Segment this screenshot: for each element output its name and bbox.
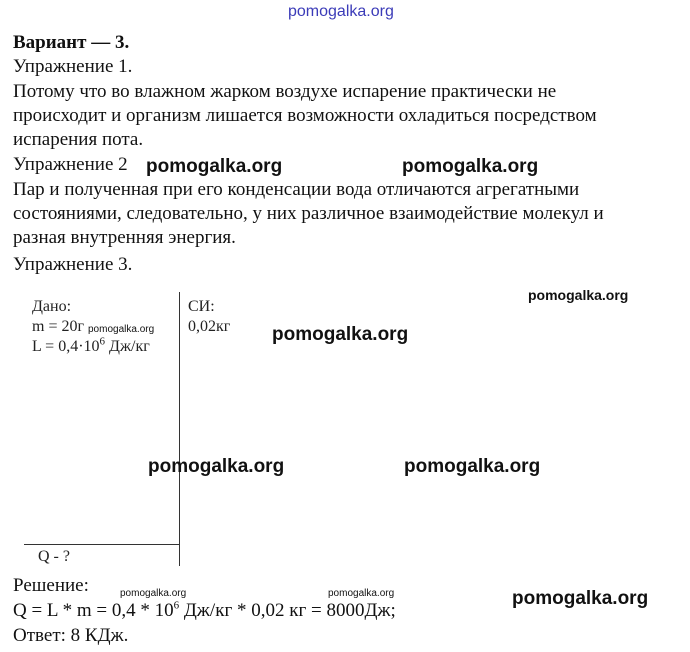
watermark-small-2: pomogalka.org [120,588,187,599]
given-mass: m = 20г [32,318,85,335]
watermark-7: pomogalka.org [512,588,649,609]
si-header: СИ: [188,298,215,315]
exercise-1-title: Упражнение 1. [13,56,133,77]
exercise-3-title: Упражнение 3. [13,254,133,275]
given-heat-base: L = 0,4·10 [32,338,100,355]
given-heat [32,336,150,357]
formula-exponent: 6 [173,599,180,612]
watermark-4: pomogalka.org [272,324,409,345]
formula-base: Q = L * m = 0,4 * 10 [13,600,174,621]
formula-rest: Дж/кг * 0,02 кг = 8000Дж; [179,600,396,621]
solution-label: Решение: [13,575,89,596]
exercise-2-line-3: разная внутренняя энергия. [13,227,236,248]
given-heat-unit: Дж/кг [105,338,150,355]
given-horizontal-divider [24,544,180,545]
given-find: Q - ? [38,548,70,565]
watermark-1: pomogalka.org [146,156,283,177]
exercise-2-line-1: Пар и полученная при его конденсации вода отличаются агрегатными [13,179,580,200]
exercise-1-line-2: происходит и организм лишается возможности охладиться посредством [13,105,597,126]
answer: Ответ: 8 КДж. [13,625,129,646]
exercise-2-line-2: состояниями, следовательно, у них различное взаимодействие молекул и [13,203,604,224]
exercise-2-title: Упражнение 2 [13,154,128,175]
watermark-5: pomogalka.org [148,456,285,477]
given-header: Дано: [32,298,72,315]
watermark-3: pomogalka.org [528,287,629,303]
variant-title: Вариант — 3. [13,32,130,53]
watermark-top: pomogalka.org [288,3,394,20]
watermark-small-1: pomogalka.org [88,324,155,335]
exercise-1-line-1: Потому что во влажном жарком воздухе испарение практически не [13,81,557,102]
si-mass: 0,02кг [188,318,231,335]
watermark-small-3: pomogalka.org [328,588,395,599]
given-heat-exponent: 6 [99,335,106,348]
watermark-6: pomogalka.org [404,456,541,477]
given-vertical-divider [179,292,180,566]
solution-formula [13,599,396,623]
watermark-2: pomogalka.org [402,156,539,177]
exercise-1-line-3: испарения пота. [13,129,144,150]
